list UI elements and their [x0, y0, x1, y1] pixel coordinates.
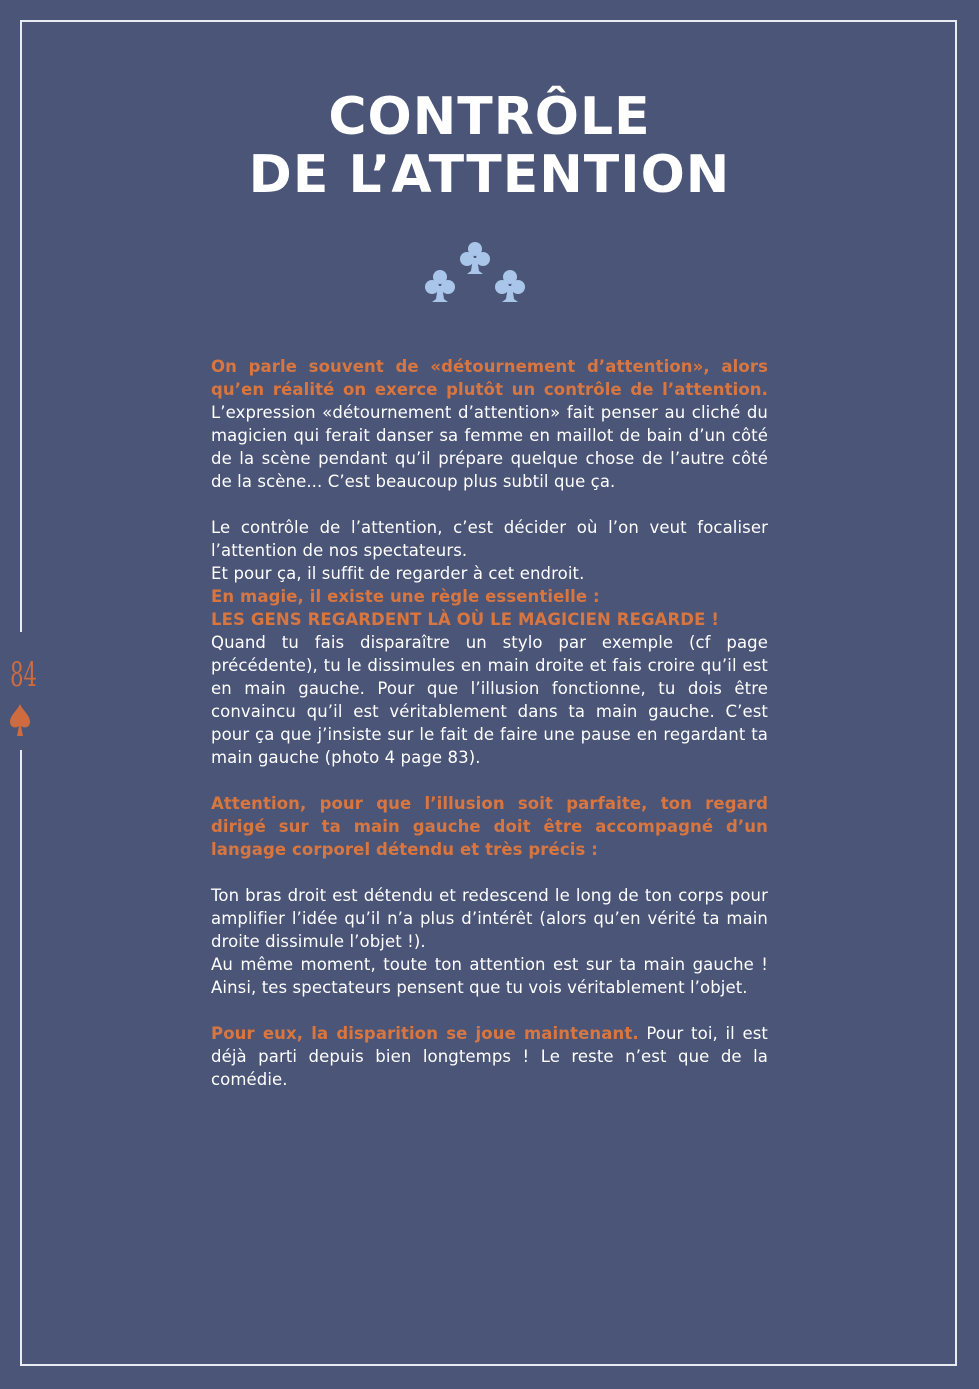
paragraph-spacer	[211, 999, 768, 1022]
paragraph-rule	[211, 585, 768, 608]
page-number: 84	[10, 655, 37, 695]
method-text: Et pour ça, il suffit de regarder à cet endroit.	[211, 564, 585, 583]
intro-text: L’expression «détournement d’attention» fait penser au cliché du magicien qui ferait danser sa femme en maillot de bain d’un côté de la scène pendant qu’il prépare quelque chose de l’autre côté de la scène... C’est beaucoup plus subtil que ça.	[211, 403, 768, 491]
paragraph-left-hand	[211, 953, 768, 999]
paragraph-method	[211, 562, 768, 585]
right-arm-text: Ton bras droit est détendu et redescend le long de ton corps pour amplifier l’idée qu’il n’a plus d’intérêt (alors qu’en vérité ta main droite dissimule l’objet !).	[211, 886, 768, 951]
rule-statement: LES GENS REGARDENT LÀ OÙ LE MAGICIEN REGARDE !	[211, 610, 719, 629]
conclusion-text: Pour toi, il est déjà parti depuis bien longtemps ! Le reste n’est que de la comédie.	[211, 1024, 768, 1089]
intro-highlight: On parle souvent de «détournement d’attention», alors qu’en réalité on exerce plutôt un contrôle de l’attention.	[211, 357, 768, 399]
paragraph-warning	[211, 792, 768, 861]
club-icon	[458, 240, 492, 276]
club-icon	[493, 268, 527, 304]
spade-icon	[8, 703, 32, 737]
paragraph-spacer	[211, 493, 768, 516]
article-body	[211, 355, 768, 1091]
paragraph-example	[211, 631, 768, 769]
paragraph-intro	[211, 355, 768, 493]
example-text: Quand tu fais disparaître un stylo par exemple (cf page précédente), tu le dissimules en main droite et fais croire qu’il est en main gauche. Pour que l’illusion fonctionne, tu dois être convaincu qu’il est véritablement dans ta main gauche. C’est pour ça que j’insiste sur le fait de faire une pause en regardant ta main gauche (photo 4 page 83).	[211, 633, 768, 767]
paragraph-rule-statement	[211, 608, 768, 631]
warning-highlight: Attention, pour que l’illusion soit parfaite, ton regard dirigé sur ta main gauche doit être accompagné d’un langage corporel détendu et très précis :	[211, 794, 768, 859]
title-line-2: DE L’ATTENTION	[248, 145, 731, 205]
conclusion-highlight: Pour eux, la disparition se joue maintenant.	[211, 1024, 639, 1043]
paragraph-right-arm	[211, 884, 768, 953]
definition-text: Le contrôle de l’attention, c’est décider où l’on veut focaliser l’attention de nos spectateurs.	[211, 518, 768, 560]
paragraph-conclusion	[211, 1022, 768, 1091]
left-hand-text: Au même moment, toute ton attention est sur ta main gauche ! Ainsi, tes spectateurs pensent que tu vois véritablement l’objet.	[211, 955, 768, 997]
paragraph-spacer	[211, 769, 768, 792]
paragraph-definition	[211, 516, 768, 562]
page-title	[0, 88, 979, 204]
title-line-1: CONTRÔLE	[328, 87, 651, 147]
rule-highlight: En magie, il existe une règle essentielle :	[211, 587, 600, 606]
club-icon	[423, 268, 457, 304]
paragraph-spacer	[211, 861, 768, 884]
